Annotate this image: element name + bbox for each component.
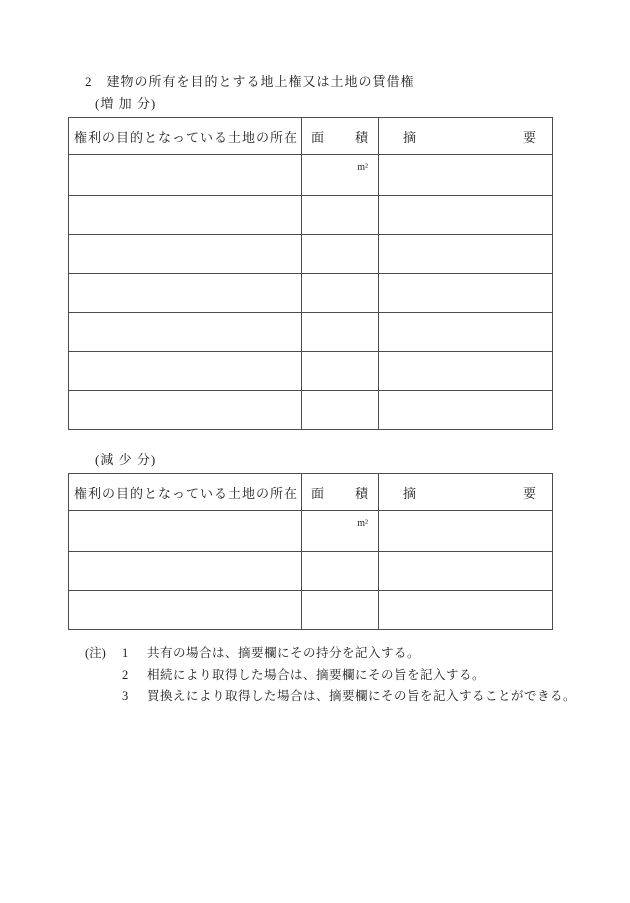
remarks-cell [379, 196, 553, 235]
location-cell [69, 196, 302, 235]
square-meter-unit: m² [357, 162, 368, 173]
location-cell [69, 391, 302, 430]
note-label [85, 686, 122, 708]
location-cell [69, 155, 302, 196]
location-cell [69, 591, 302, 630]
table-row [69, 391, 553, 430]
table-row [69, 313, 553, 352]
remarks-header-left: 摘 [403, 129, 417, 145]
remarks-cell [379, 235, 553, 274]
table-row [69, 235, 553, 274]
remarks-cell [379, 391, 553, 430]
remarks-cell [379, 352, 553, 391]
note-text: 買換えにより取得した場合は、摘要欄にその旨を記入することができる。 [147, 689, 577, 703]
remarks-column-header [379, 474, 553, 511]
note-line [85, 643, 630, 665]
area-header-left: 面 [311, 129, 325, 145]
increase-table [68, 117, 553, 430]
note-label: (注) [85, 646, 106, 660]
decrease-header-row [69, 474, 553, 511]
note-number: 1 [122, 646, 129, 660]
area-cell [302, 391, 379, 430]
area-column-header [302, 118, 379, 155]
remarks-column-header [379, 118, 553, 155]
location-cell [69, 552, 302, 591]
area-cell [302, 352, 379, 391]
area-cell [302, 196, 379, 235]
area-cell [302, 274, 379, 313]
location-column-header: 権利の目的となっている土地の所在 [69, 474, 302, 511]
location-cell [69, 274, 302, 313]
remarks-header-right: 要 [522, 485, 536, 501]
area-header-right: 積 [354, 129, 368, 145]
area-cell [302, 511, 379, 552]
section-title: 2 建物の所有を目的とする地上権又は土地の賃借権 [85, 74, 415, 89]
location-cell [69, 235, 302, 274]
remarks-cell [379, 552, 553, 591]
note-number: 3 [122, 689, 129, 703]
location-cell [69, 352, 302, 391]
area-cell [302, 313, 379, 352]
remarks-header-left: 摘 [403, 485, 417, 501]
table-row [69, 196, 553, 235]
area-column-header [302, 474, 379, 511]
increase-header-row [69, 118, 553, 155]
table-row [69, 591, 553, 630]
location-cell [69, 511, 302, 552]
area-cell [302, 552, 379, 591]
remarks-cell [379, 313, 553, 352]
area-cell [302, 235, 379, 274]
increase-caption: (増 加 分) [95, 96, 157, 111]
note-line [85, 686, 630, 708]
location-cell [69, 313, 302, 352]
note-text: 共有の場合は、摘要欄にその持分を記入する。 [147, 646, 421, 660]
square-meter-unit: m² [357, 518, 368, 529]
location-column-header: 権利の目的となっている土地の所在 [69, 118, 302, 155]
table-row [69, 552, 553, 591]
notes [85, 643, 630, 708]
note-text: 相続により取得した場合は、摘要欄にその旨を記入する。 [147, 667, 486, 682]
remarks-header-right: 要 [522, 129, 536, 145]
note-number: 2 [122, 667, 129, 682]
remarks-cell [379, 155, 553, 196]
area-header-right: 積 [354, 485, 368, 501]
area-cell [302, 155, 379, 196]
table-row [69, 352, 553, 391]
table-row [69, 155, 553, 196]
table-row [69, 274, 553, 313]
remarks-cell [379, 274, 553, 313]
table-row [69, 511, 553, 552]
remarks-cell [379, 591, 553, 630]
area-header-left: 面 [311, 485, 325, 501]
area-cell [302, 591, 379, 630]
note-label [85, 665, 122, 687]
decrease-caption: (減 少 分) [95, 452, 157, 467]
decrease-table [68, 473, 553, 630]
remarks-cell [379, 511, 553, 552]
note-line [85, 665, 630, 687]
